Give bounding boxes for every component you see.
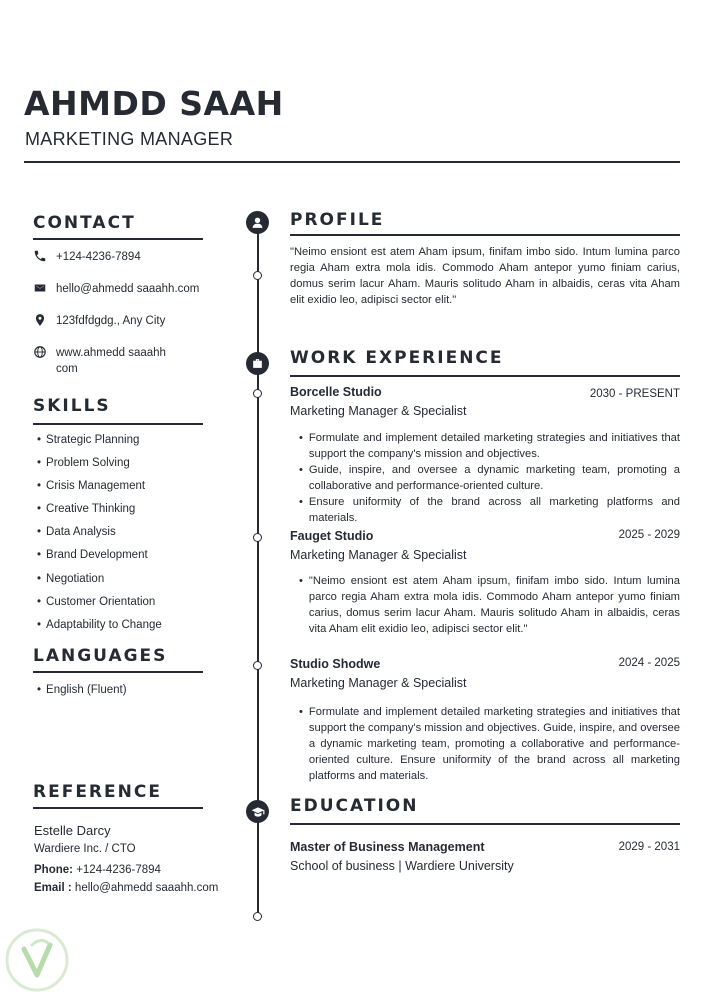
skill-item: • Creative Thinking bbox=[37, 501, 207, 524]
reference-phone bbox=[34, 864, 161, 876]
job-bullet-text: • Formulate and implement detailed marketing strategies and initiatives that support the company's mission and objectives. bbox=[308, 432, 680, 460]
contact-phone bbox=[33, 249, 206, 265]
reference-name: Estelle Darcy bbox=[34, 823, 111, 838]
contact-address-text: 123fdfdgdg., Any City bbox=[56, 315, 166, 327]
graduation-cap-icon bbox=[251, 805, 265, 819]
contact-divider bbox=[33, 238, 203, 240]
reference-email-label: Email : bbox=[34, 882, 72, 894]
briefcase-icon bbox=[251, 357, 264, 370]
profile-timeline-icon bbox=[246, 211, 269, 234]
timeline-dot bbox=[253, 389, 262, 398]
job-role: Marketing Manager & Specialist bbox=[290, 404, 467, 418]
reference-email-value: hello@ahmedd saaahh.com bbox=[74, 882, 219, 894]
work-experience-divider bbox=[290, 375, 680, 377]
profile-heading: PROFILE bbox=[290, 210, 385, 230]
job-bullet bbox=[299, 494, 680, 526]
job-bullet bbox=[299, 704, 680, 784]
contact-heading: CONTACT bbox=[33, 213, 136, 233]
reference-divider bbox=[33, 807, 203, 809]
watermark-logo-icon bbox=[4, 927, 70, 993]
education-degree: Master of Business Management bbox=[290, 840, 485, 854]
job-role: Marketing Manager & Specialist bbox=[290, 676, 467, 690]
languages-divider bbox=[33, 671, 203, 673]
reference-phone-value: +124-4236-7894 bbox=[76, 864, 161, 876]
reference-phone-label: Phone: bbox=[34, 864, 73, 876]
profile-divider bbox=[290, 234, 680, 236]
contact-address bbox=[33, 313, 206, 329]
profile-text: "Neimo ensiont est atem Aham ipsum, finifam imbo sido. Intum lumina parco regia Aham extra mola idis. Commodo Aham antepor yumo finiam carius, domus serim lacur Aham. Mauris solitudo Aham in albaidis, ceras vita Aham elit exidio leo, adipisci sector elit." bbox=[290, 246, 680, 306]
job-bullets bbox=[299, 430, 680, 526]
job-bullet-text: • Formulate and implement detailed marketing strategies and initiatives that support the company's mission and objectives. Guide, inspire, and oversee a dynamic marketing team, promoting a collaborative and performance-oriented culture. Ensure uniformity of the brand across all marketing platforms and materials. bbox=[308, 706, 680, 782]
phone-icon bbox=[33, 249, 47, 263]
skill-item: • Problem Solving bbox=[37, 455, 207, 478]
globe-icon bbox=[33, 345, 47, 359]
job-bullet bbox=[299, 430, 680, 462]
job-bullet-text: • Ensure uniformity of the brand across all marketing platforms and materials. bbox=[308, 496, 680, 524]
education-divider bbox=[290, 823, 680, 825]
education-heading: EDUCATION bbox=[290, 796, 419, 816]
education-timeline-icon bbox=[246, 800, 269, 823]
job-bullet-text: • Guide, inspire, and oversee a dynamic marketing team, promoting a collaborative and performance-oriented culture. bbox=[308, 464, 680, 492]
location-pin-icon bbox=[33, 313, 47, 327]
job-dates: 2024 - 2025 bbox=[618, 657, 680, 669]
job-dates: 2030 - PRESENT bbox=[589, 388, 680, 400]
contact-website-text: www.ahmedd saaahh com bbox=[56, 347, 166, 375]
education-school: School of business | Wardiere University bbox=[290, 859, 514, 873]
job-bullet bbox=[299, 462, 680, 494]
education-dates: 2029 - 2031 bbox=[618, 841, 680, 853]
skill-item: • Customer Orientation bbox=[37, 594, 207, 617]
contact-email-text: hello@ahmedd saaahh.com bbox=[56, 283, 200, 295]
languages-heading: LANGUAGES bbox=[33, 646, 168, 666]
reference-heading: REFERENCE bbox=[33, 782, 162, 802]
job-company: Studio Shodwe bbox=[290, 657, 381, 671]
work-timeline-icon bbox=[246, 352, 269, 375]
person-icon bbox=[251, 216, 264, 229]
job-bullet-text: • "Neimo ensiont est atem Aham ipsum, finifam imbo sido. Intum lumina parco regia Aham extra mola idis. Commodo Aham antepor yumo finiam carius, domus serim lacur Aham. Mauris solitudo Aham in albaidis, ceras vita Aham elit exidio leo, adipisci sector elit." bbox=[308, 575, 680, 635]
contact-email bbox=[33, 281, 206, 297]
skill-item: • Crisis Management bbox=[37, 478, 207, 501]
skill-item: • Adaptability to Change bbox=[37, 617, 207, 640]
job-bullets bbox=[299, 573, 680, 637]
job-bullet bbox=[299, 573, 680, 637]
mail-icon bbox=[33, 281, 47, 295]
job-role: Marketing Manager & Specialist bbox=[290, 548, 467, 562]
contact-website bbox=[33, 345, 176, 377]
language-item: • English (Fluent) bbox=[37, 682, 207, 705]
skill-item: • Brand Development bbox=[37, 547, 207, 570]
job-dates: 2025 - 2029 bbox=[618, 529, 680, 541]
skill-item: • Data Analysis bbox=[37, 524, 207, 547]
contact-phone-text: +124-4236-7894 bbox=[56, 251, 141, 263]
candidate-title: MARKETING MANAGER bbox=[25, 129, 234, 149]
skills-list bbox=[37, 432, 207, 640]
timeline-dot bbox=[253, 271, 262, 280]
skills-divider bbox=[33, 423, 203, 425]
skill-item: • Strategic Planning bbox=[37, 432, 207, 455]
candidate-name: AHMDD SAAH bbox=[24, 84, 284, 123]
reference-email bbox=[34, 882, 218, 894]
timeline-dot bbox=[253, 533, 262, 542]
job-company: Fauget Studio bbox=[290, 529, 374, 543]
timeline-dot bbox=[253, 912, 262, 921]
skill-item: • Negotiation bbox=[37, 571, 207, 594]
skills-heading: SKILLS bbox=[33, 396, 111, 416]
work-experience-heading: WORK EXPERIENCE bbox=[290, 348, 504, 368]
languages-list bbox=[37, 682, 207, 705]
job-company: Borcelle Studio bbox=[290, 385, 382, 399]
job-bullets bbox=[299, 704, 680, 784]
timeline-dot bbox=[253, 661, 262, 670]
reference-company: Wardiere Inc. / CTO bbox=[34, 843, 136, 855]
header-divider bbox=[24, 161, 680, 163]
